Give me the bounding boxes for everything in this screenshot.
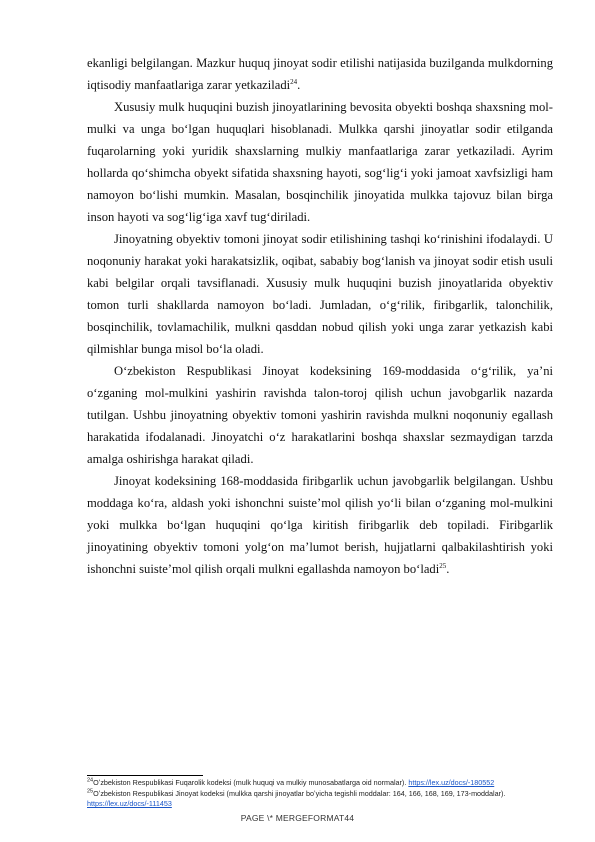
page-number-field: PAGE \* MERGEFORMAT44 bbox=[240, 813, 355, 823]
footnotes bbox=[87, 778, 557, 810]
paragraph-4: Oʻzbekiston Respublikasi Jinoyat kodeksining 169-moddasida oʻgʻrilik, yaʼni oʻzganing mol-mulkini yashirin ravishda talon-toroj qilish uchun javobgarlik nazarda tutilgan. Ushbu jinoyatning obyektiv tomoni yashirin ravishda mulkni noqonuniy egallash harakatida ifodalanadi. Jinoyatchi oʻz harakatlarini boshqa shaxslar sezmaydigan tarzda amalga oshirishga harakat qiladi. bbox=[87, 364, 553, 466]
footnote-ref-24[interactable]: 24 bbox=[290, 77, 298, 86]
body-text bbox=[87, 52, 553, 580]
paragraph-5: Jinoyat kodeksining 168-moddasida firibgarlik uchun javobgarlik belgilangan. Ushbu moddaga koʻra, aldash yoki ishonchni suisteʼmol qilish yoʻli bilan oʻzganing mol-mulkini yoki mulkka boʻlgan huquqini qoʻlga kiritish firibgarlik deb topiladi. Firibgarlik jinoyatining obyektiv tomoni yolgʻon maʼlumot berish, hujjatlarni qalbakilashtirish yoki ishonchni suisteʼmol qilish orqali mulkni egallashda namoyon boʻladi$^{25}$. bbox=[87, 474, 553, 576]
paragraph-2: Xususiy mulk huquqini buzish jinoyatlarining bevosita obyekti boshqa shaxsning mol-mulki va unga boʻlgan huquqlari hisoblanadi. Mulkka qarshi jinoyatlar sodir etilganda fuqarolarning yoki yuridik shaxslarning mulkiy manfaatlariga zarar yetkaziladi. Ayrim hollarda qoʻshimcha obyekt sifatida shaxsning hayoti, sogʻligʻi yoki jamoat xavfsizligi ham namoyon boʻlishi mumkin. Masalan, bosqinchilik jinoyatida mulkka tajovuz bilan birga inson hayoti va sogʻligʻiga xavf tugʻdiriladi. bbox=[87, 100, 553, 224]
footnote-25-link[interactable]: https://lex.uz/docs/-111453 bbox=[87, 799, 172, 808]
footnote-24-link[interactable]: https://lex.uz/docs/-180552 bbox=[408, 778, 495, 787]
paragraph-1: ekanligi belgilangan. Mazkur huquq jinoyat sodir etilishi natijasida buzilganda mulkdorning iqtisodiy manfaatlariga zarar yetkaziladi$^{24}$. bbox=[87, 56, 553, 92]
footnote-24: $^{24}$Oʻzbekiston Respublikasi Fuqarolik kodeksi (mulk huquqi va mulkiy munosabatlarga oid normalar). https://lex.uz/docs/-180552 bbox=[87, 777, 495, 787]
footnote-separator bbox=[87, 775, 203, 776]
footnote-ref-25[interactable]: 25 bbox=[439, 561, 447, 570]
paragraph-3: Jinoyatning obyektiv tomoni jinoyat sodir etilishining tashqi koʻrinishini ifodalaydi. U noqonuniy harakat yoki harakatsizlik, oqibat, sababiy bogʻlanish va jinoyat sodir etish usuli kabi belgilar orqali tavsiflanadi. Xususiy mulk huquqini buzish jinoyatlarida obyektiv tomon turli shakllarda namoyon boʻladi. Jumladan, oʻgʻrilik, firibgarlik, talonchilik, bosqinchilik, tovlamachilik, mulkni qasddan nobud qilish yoki unga zarar yetkazish kabi qilmishlar bunga misol boʻla oladi. bbox=[87, 232, 553, 356]
footnote-25: $^{25}$Oʻzbekiston Respublikasi Jinoyat kodeksi (mulkka qarshi jinoyatlar boʻyicha tegishli moddalar: 164, 166, 168, 169, 173-moddalar). https://lex.uz/docs/-111453 bbox=[87, 788, 506, 808]
